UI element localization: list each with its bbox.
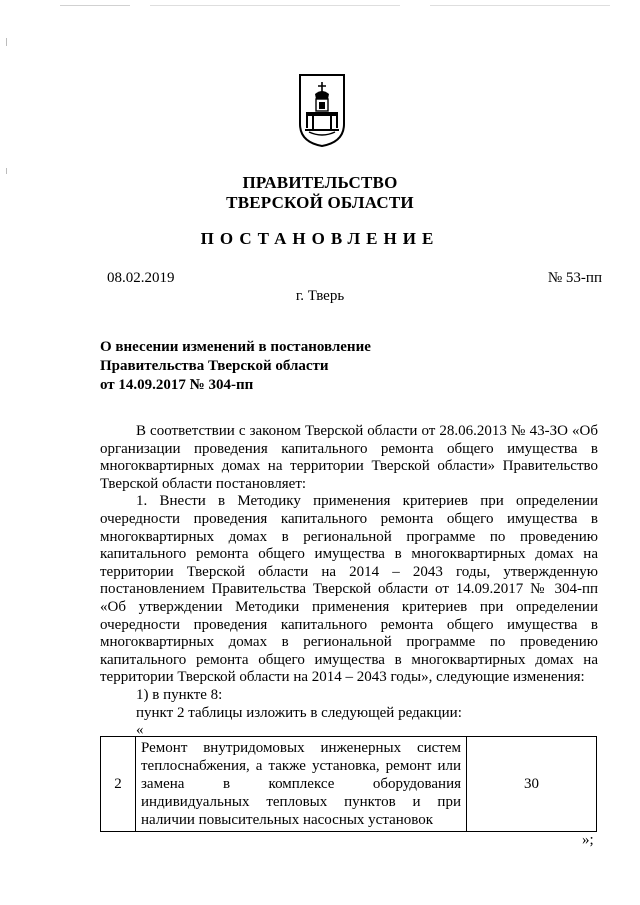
- preamble-paragraph: В соответствии с законом Тверской области от 28.06.2013 № 43-ЗО «Об организации проведения капитального ремонта общего имущества в многоквартирных домах на территории Тверской области» Правительство Тверской области постановляет:: [100, 423, 598, 492]
- subitem-1-text: пункт 2 таблицы изложить в следующей редакции:: [136, 704, 462, 721]
- subject-line2: Правительства Тверской области: [100, 358, 329, 374]
- item-1-paragraph: 1. Внести в Методику применения критериев при определении очередности проведения капитального ремонта общего имущества в многоквартирных домах в региональной программе по проведению капитального ремонта общего имущества в многоквартирных домах на территории Тверской области на 2014 – 2043 годы, утвержденную постановлением Правительства Тверской области от 14.09.2017 № 304-пп «Об утверждении Методики применения критериев при определении очередности проведения капитального ремонта общего имущества в многоквартирных домах в региональной программе по проведению капитального ремонта общего имущества в многоквартирных домах на территории Тверской области на 2014 – 2043 годы», следующие изменения:: [100, 493, 598, 686]
- row-description-cell: Ремонт внутридомовых инженерных систем теплоснабжения, а также установка, ремонт или замена в комплексе оборудования индивидуальных тепловых пунктов и при наличии повысительных насосных установок: [136, 737, 467, 832]
- scan-artifact: [6, 38, 7, 46]
- document-type: ПОСТАНОВЛЕНИЕ: [200, 229, 440, 248]
- row-number-cell: 2: [101, 737, 136, 832]
- tver-coat-of-arms-icon: [297, 72, 347, 148]
- document-city: г. Тверь: [295, 288, 345, 304]
- scan-artifact: [60, 5, 130, 6]
- subject-line1: О внесении изменений в постановление: [100, 339, 371, 355]
- document-date: 08.02.2019: [107, 270, 175, 286]
- close-quote-mark: »;: [582, 832, 594, 848]
- document-number: № 53-пп: [547, 270, 602, 286]
- open-quote-mark: «: [136, 722, 144, 739]
- scan-artifact: [150, 5, 400, 6]
- document-subject: [100, 338, 420, 395]
- subject-line3: от 14.09.2017 № 304-пп: [100, 377, 254, 393]
- document-body: [100, 423, 598, 740]
- row-score-cell: 30: [467, 737, 597, 832]
- org-name-line1: ПРАВИТЕЛЬСТВО: [242, 173, 398, 192]
- subitem-1-paragraph: 1) в пункте 8:: [136, 686, 223, 703]
- amendment-table: [100, 736, 597, 832]
- table-row: [101, 737, 597, 832]
- org-name-line2: ТВЕРСКОЙ ОБЛАСТИ: [226, 193, 414, 212]
- scan-artifact: [430, 5, 610, 6]
